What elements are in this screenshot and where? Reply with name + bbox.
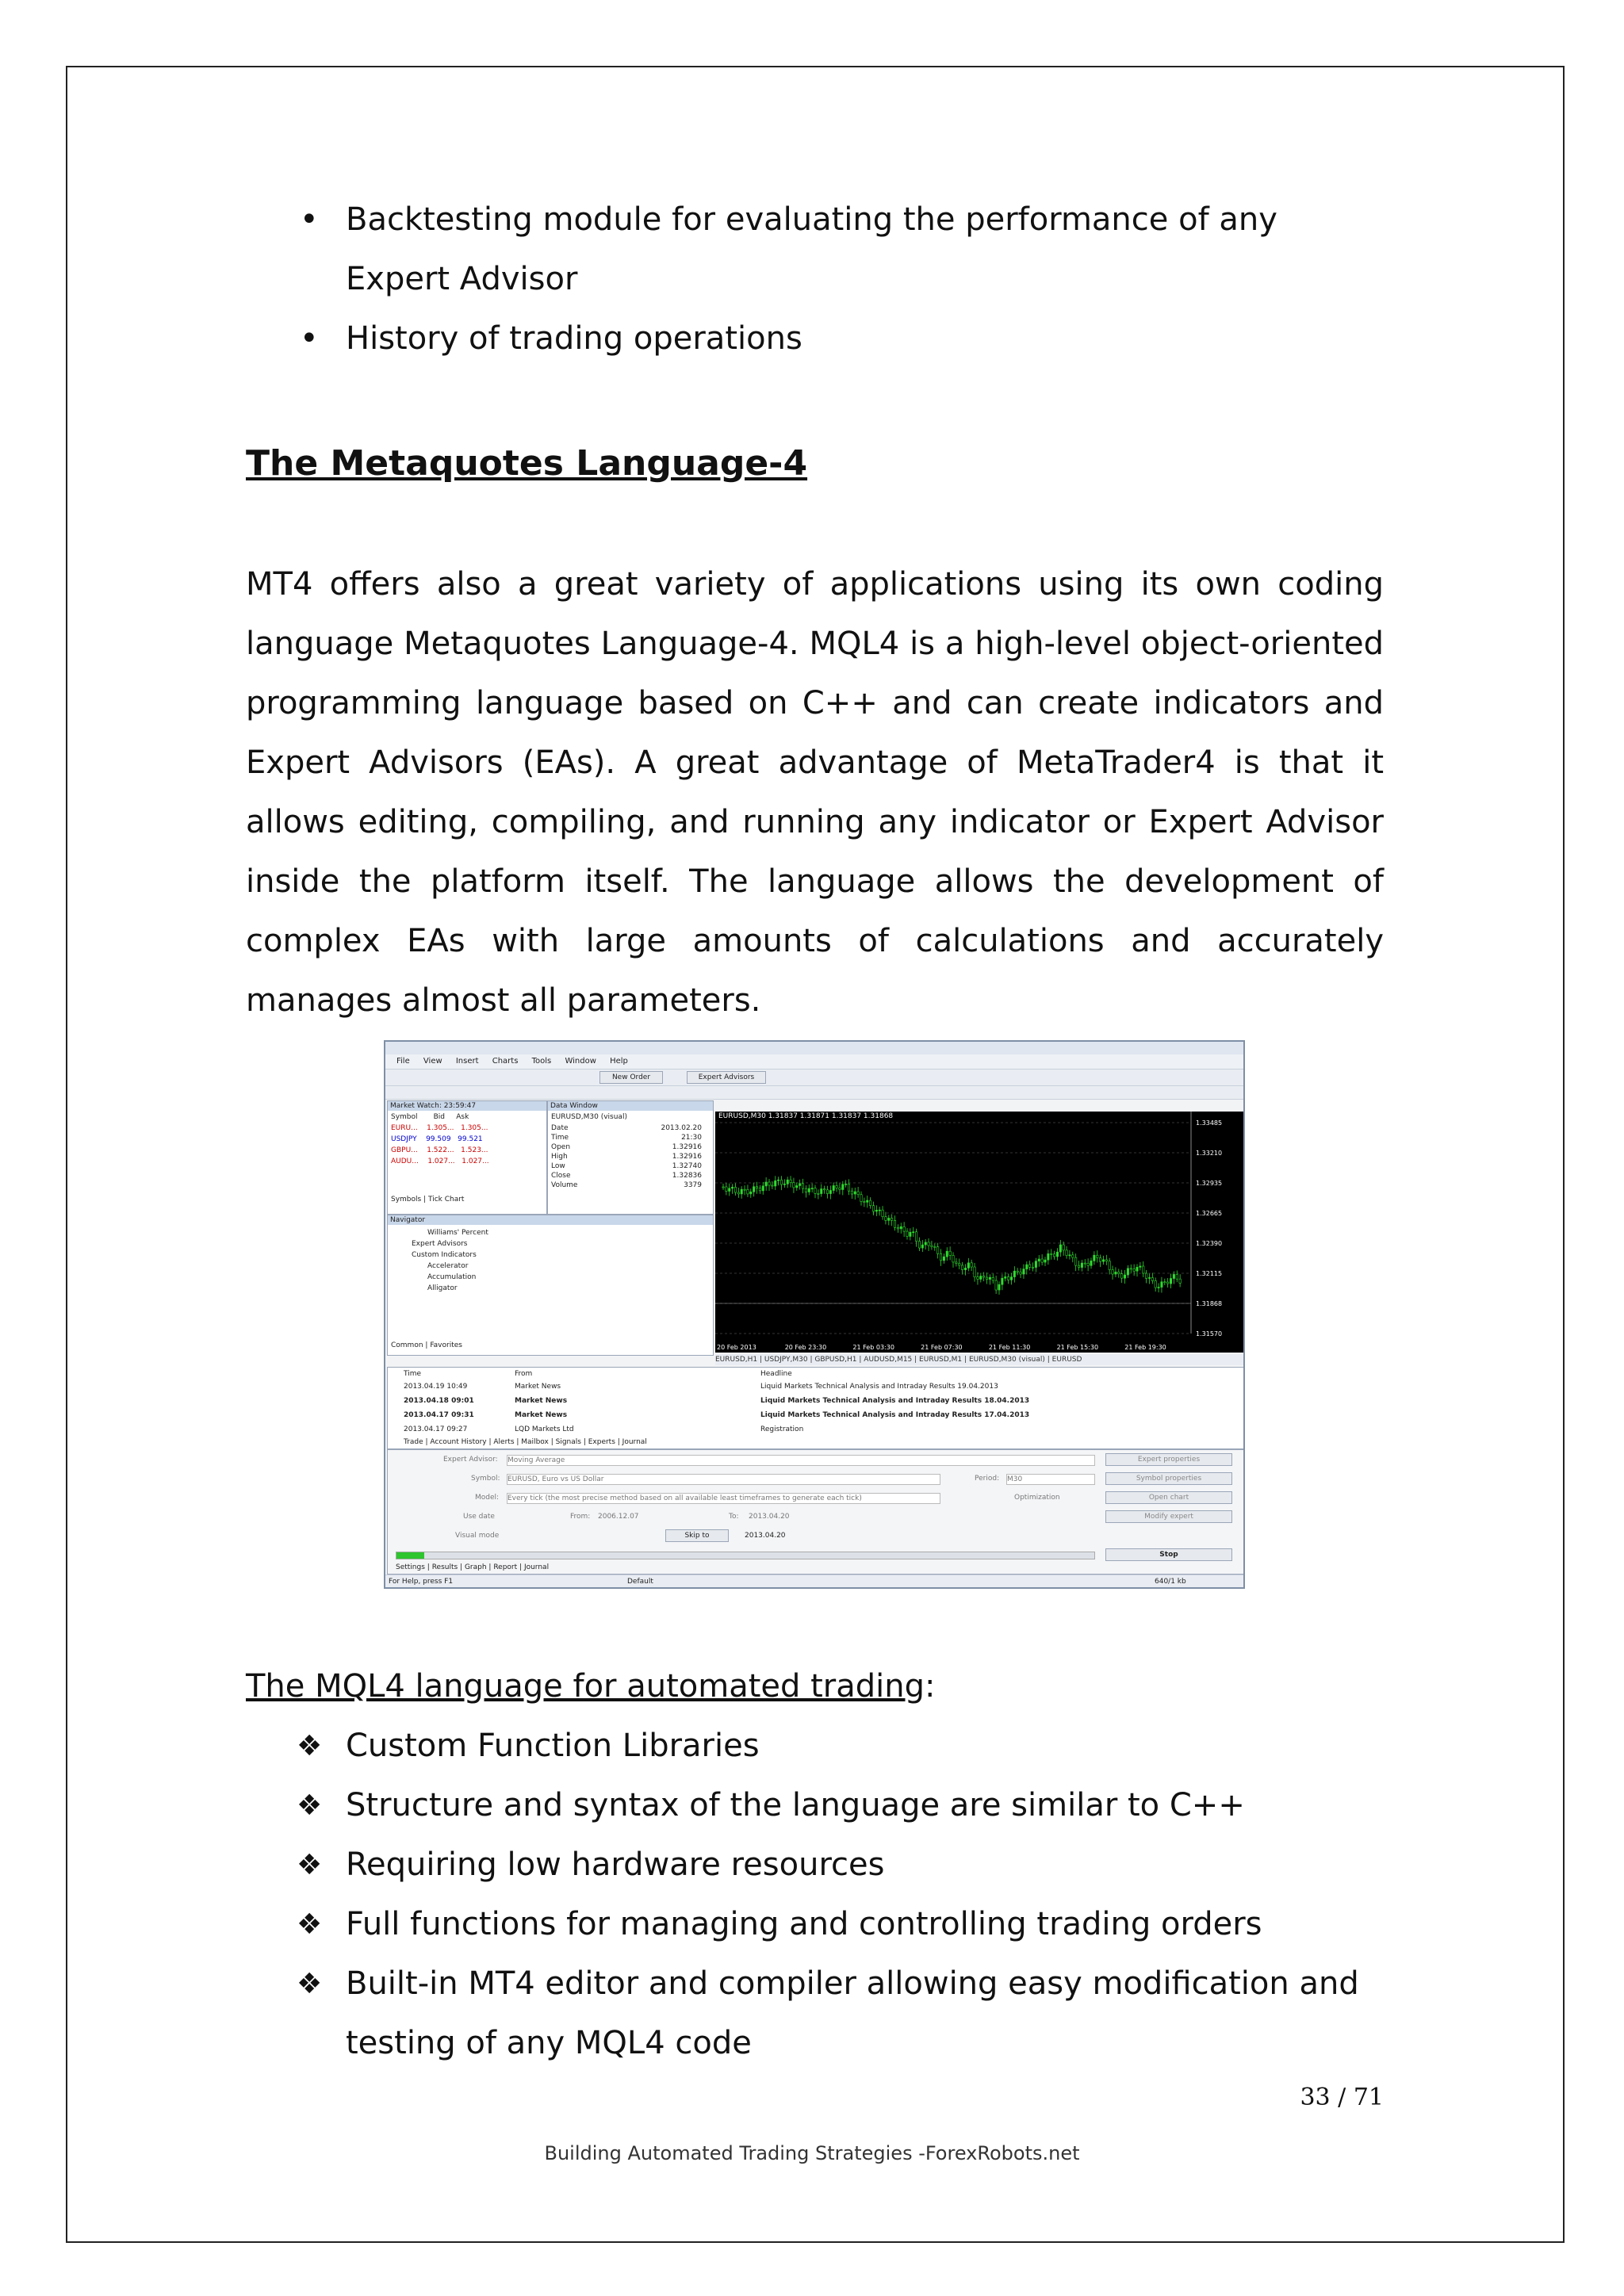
candle-body (875, 1210, 877, 1211)
candle-body (1164, 1282, 1166, 1283)
navigator-tabs[interactable]: Common | Favorites (391, 1341, 462, 1349)
candle-body (936, 1247, 938, 1254)
progress-fill (396, 1552, 424, 1559)
drawing-toolbar (385, 1086, 1243, 1100)
candle-body (854, 1192, 856, 1194)
candle-body (741, 1189, 742, 1194)
table-row: Open 1.32916 (551, 1143, 702, 1151)
candle-body (1005, 1276, 1006, 1278)
strategy-tester: Expert Advisor: Moving Average Symbol: EURUSD, Euro vs US Dollar Period: M30 Model: Every tick (the most precise method based on all available least timeframes to generate each tick) Optimization Use date From: 2006.12.07 To: 2013.04.20 Visual mode Skip to 2013.04.20 Expert properties Symbol properties Open chart Modify expert Stop Settings | Results | Graph | Report | Journal (387, 1449, 1245, 1575)
candle-body (851, 1191, 852, 1194)
candle-body (1056, 1252, 1058, 1257)
price-axis-label: 1.32935 (1196, 1180, 1223, 1187)
candle-body (1097, 1255, 1098, 1257)
menu-view[interactable]: View (423, 1057, 442, 1066)
candle-body (1120, 1274, 1122, 1278)
candle-body (768, 1182, 770, 1185)
candle-body (759, 1188, 760, 1191)
time-axis-label: 21 Feb 19:30 (1124, 1344, 1166, 1351)
candle-body (952, 1255, 954, 1262)
candle-body (995, 1280, 997, 1290)
table-row: Low 1.32740 (551, 1162, 702, 1170)
table-row[interactable]: AUDU... 1.027... 1.027... (391, 1158, 489, 1165)
candle-body (829, 1191, 831, 1194)
candle-body (1112, 1270, 1113, 1275)
list-item: ❖ Built-in MT4 editor and compiler allowing easy modification and testing of any MQL4 code (246, 1954, 1388, 2073)
candle-body (1166, 1282, 1168, 1284)
candlestick-chart (715, 1112, 1243, 1353)
time-axis-label: 21 Feb 03:30 (852, 1344, 894, 1351)
candle-body (1151, 1277, 1153, 1280)
candle-body (1090, 1261, 1092, 1265)
chart-tabs[interactable]: EURUSD,H1 | USDJPY,M30 | GBPUSD,H1 | AUDUSD,M15 | EURUSD,M1 | EURUSD,M30 (visual) | EURUSD (715, 1354, 1243, 1365)
time-axis-label: 20 Feb 23:30 (784, 1344, 827, 1351)
candle-body (750, 1192, 752, 1194)
candle-body (882, 1210, 883, 1217)
mql4-list-title: The MQL4 language for automated trading: (246, 1668, 936, 1705)
time-axis-label: 21 Feb 11:30 (988, 1344, 1031, 1351)
candle-body (1115, 1272, 1116, 1274)
market-watch-panel: Market Watch: 23:59:47 Symbol Bid Ask EURU... 1.305... 1.305... USDJPY 99.509 99.521 GBPU... 1.522... 1.523... AUDU... 1.027... 1.027... Symbols | Tick Chart (387, 1100, 547, 1215)
tester-tabs[interactable]: Settings | Results | Graph | Report | Journal (396, 1563, 550, 1571)
candle-body (726, 1187, 727, 1191)
candle-body (731, 1187, 733, 1188)
candle-body (967, 1263, 969, 1269)
from-date-input[interactable]: 2006.12.07 (598, 1513, 639, 1521)
stop-button[interactable]: Stop (1105, 1548, 1232, 1561)
table-row: Date 2013.02.20 (551, 1124, 702, 1132)
terminal-tabs[interactable]: Trade | Account History | Alerts | Mailbox | Signals | Experts | Journal (404, 1438, 647, 1446)
diamond-bullet-icon: ❖ (297, 1730, 323, 1762)
candle-body (1023, 1269, 1025, 1274)
candle-body (833, 1185, 834, 1190)
section-heading: The Metaquotes Language-4 (246, 443, 808, 484)
candle-body (894, 1220, 895, 1227)
time-axis-label: 20 Feb 2013 (717, 1344, 756, 1351)
tree-item[interactable]: Accumulation (427, 1273, 477, 1281)
table-row[interactable]: 2013.04.19 10:49 Market News Liquid Markets Technical Analysis and Intraday Results 19.04.2013 (404, 1383, 998, 1391)
open-chart-button[interactable]: Open chart (1105, 1491, 1232, 1504)
candle-body (998, 1284, 1000, 1290)
candle-body (808, 1188, 810, 1192)
menu-bar (385, 1054, 1243, 1070)
list-item: • Backtesting module for evaluating the performance of any Expert Advisor (246, 190, 1388, 309)
diamond-bullet-icon: ❖ (297, 1908, 323, 1941)
time-axis-label: 21 Feb 15:30 (1056, 1344, 1099, 1351)
candle-body (1143, 1266, 1144, 1273)
table-row: High 1.32916 (551, 1153, 702, 1161)
candle-body (900, 1226, 902, 1229)
candle-body (1109, 1261, 1110, 1270)
candle-body (1041, 1259, 1043, 1262)
menu-insert[interactable]: Insert (455, 1057, 479, 1066)
candle-body (992, 1277, 994, 1280)
tree-item[interactable]: Alligator (427, 1284, 458, 1292)
model-select[interactable]: Every tick (the most precise method based on all available least timeframes to generate each tick) (507, 1493, 940, 1504)
candle-body (1002, 1278, 1003, 1284)
candle-body (1087, 1263, 1089, 1265)
candle-body (1176, 1274, 1178, 1279)
candle-body (928, 1242, 929, 1246)
candle-body (910, 1232, 911, 1236)
skip-date-input[interactable]: 2013.04.20 (745, 1532, 786, 1540)
candle-body (1048, 1253, 1049, 1260)
menu-help[interactable]: Help (610, 1057, 628, 1066)
tree-item[interactable]: Williams' Percent (427, 1229, 488, 1237)
candle-body (1032, 1267, 1033, 1268)
tree-item[interactable]: Expert Advisors (412, 1240, 468, 1248)
candle-body (729, 1188, 730, 1192)
candle-body (949, 1251, 951, 1255)
table-row[interactable]: USDJPY 99.509 99.521 (391, 1135, 483, 1143)
table-row[interactable]: EURU... 1.305... 1.305... (391, 1124, 488, 1132)
candle-body (1102, 1260, 1104, 1261)
candle-body (1063, 1245, 1064, 1250)
price-axis-label: 1.32115 (1196, 1270, 1223, 1277)
symbol-select[interactable]: EURUSD, Euro vs US Dollar (507, 1474, 940, 1485)
candle-body (857, 1192, 859, 1195)
candle-body (1010, 1277, 1012, 1280)
candle-body (1179, 1279, 1181, 1283)
candle-body (860, 1195, 862, 1202)
table-row[interactable]: 2013.04.17 09:27 LQD Markets Ltd Registration (404, 1425, 804, 1433)
candle-body (839, 1188, 841, 1189)
visual-mode-checkbox[interactable]: Visual mode (455, 1532, 500, 1540)
market-watch-title: Market Watch: 23:59:47 (388, 1101, 546, 1111)
candle-body (811, 1188, 813, 1189)
diamond-bullet-icon: ❖ (297, 1849, 323, 1881)
candle-body (921, 1245, 923, 1248)
navigator-panel (387, 1215, 714, 1356)
diamond-bullet-icon: ❖ (297, 1968, 323, 2000)
candle-body (977, 1277, 979, 1280)
candle-body (802, 1184, 803, 1188)
candle-body (1124, 1275, 1125, 1278)
candle-body (913, 1232, 914, 1233)
feature-bullet-list (246, 190, 1388, 369)
table-row[interactable]: 2013.04.18 09:01 Market News Liquid Markets Technical Analysis and Intraday Results 18.04.2013 (404, 1397, 1030, 1405)
candle-body (971, 1263, 972, 1267)
price-axis-label: 1.33210 (1196, 1150, 1223, 1157)
candle-body (943, 1257, 944, 1261)
use-date-checkbox[interactable]: Use date (463, 1513, 495, 1521)
candle-body (1072, 1255, 1074, 1257)
candle-body (946, 1251, 948, 1257)
candle-body (1148, 1277, 1150, 1278)
candle-body (864, 1202, 865, 1203)
candle-body (915, 1232, 917, 1242)
candle-body (799, 1184, 800, 1186)
price-axis-label: 1.31570 (1196, 1330, 1223, 1337)
candle-body (796, 1185, 798, 1187)
expert-properties-button[interactable]: Expert properties (1105, 1453, 1232, 1466)
candle-body (879, 1210, 880, 1211)
candle-body (964, 1268, 966, 1269)
candle-body (959, 1263, 960, 1265)
candle-body (1066, 1250, 1067, 1256)
price-axis-label: 1.32665 (1196, 1210, 1223, 1217)
candle-body (918, 1242, 920, 1248)
candle-body (1136, 1267, 1138, 1271)
candle-body (775, 1181, 776, 1186)
candle-body (872, 1206, 874, 1211)
candle-body (1133, 1269, 1135, 1272)
candle-body (765, 1182, 767, 1186)
candle-body (1044, 1260, 1046, 1262)
candle-body (734, 1187, 736, 1192)
terminal-mailbox: Time From Headline 2013.04.19 10:49 Market News Liquid Markets Technical Analysis and Intraday Results 19.04.2013 2013.04.18 09:01 Market News Liquid Markets Technical Analysis and Intraday Results 18.04.2013 2013.04.17 09:31 Market News Liquid Markets Technical Analysis and Intraday Results 17.04.2013 2013.04.17 09:27 LQD Markets Ltd Registration Trade | Account History | Alerts | Mailbox | Signals | Experts | Journal (387, 1367, 1245, 1449)
chart-header: EURUSD,M30 1.31837 1.31871 1.31837 1.31868 (718, 1112, 894, 1120)
candle-body (891, 1218, 892, 1220)
candle-body (1013, 1271, 1015, 1276)
tree-item[interactable]: Custom Indicators (412, 1251, 477, 1259)
candle-body (980, 1276, 982, 1280)
candle-body (756, 1187, 757, 1188)
menu-tools[interactable]: Tools (531, 1057, 552, 1066)
candle-body (986, 1277, 987, 1279)
candle-body (1118, 1272, 1120, 1273)
candle-body (1094, 1255, 1095, 1261)
candle-body (982, 1276, 984, 1278)
table-row[interactable]: 2013.04.17 09:31 Market News Liquid Markets Technical Analysis and Intraday Results 17.04.2013 (404, 1411, 1030, 1419)
candle-body (1084, 1263, 1086, 1264)
list-item: ❖ Custom Function Libraries (246, 1716, 1388, 1776)
new-order-button[interactable]: New Order (599, 1071, 663, 1084)
skip-to-button[interactable]: Skip to (665, 1529, 729, 1542)
body-paragraph: MT4 offers also a great variety of applications using its own coding language Metaquotes Language-4. MQL4 is a high-level object-oriented programming language based on C++ and can create indicators and Expert Advisors (EAs). A great advantage of MetaTrader4 is that it allows editing, compiling, and running any indicator or Expert Advisor inside the platform itself. The language allows the development of complex EAs with large amounts of calculations and accurately manages almost all parameters. (246, 566, 1384, 1019)
price-axis-label: 1.31868 (1196, 1300, 1223, 1307)
period-select[interactable]: M30 (1006, 1474, 1095, 1485)
menu-window[interactable]: Window (565, 1057, 596, 1066)
modify-expert-button[interactable]: Modify expert (1105, 1510, 1232, 1523)
candle-body (888, 1218, 890, 1220)
candle-body (1035, 1261, 1036, 1268)
main-toolbar (385, 1070, 1243, 1086)
candle-body (1026, 1265, 1028, 1269)
bullet-icon: • (300, 320, 319, 357)
candle-body (818, 1193, 819, 1194)
candle-body (821, 1189, 822, 1194)
candle-body (1059, 1245, 1061, 1252)
candle-body (1173, 1274, 1174, 1278)
price-axis-label: 1.33485 (1196, 1119, 1223, 1127)
bullet-icon: • (300, 201, 319, 238)
navigator-title: Navigator (388, 1215, 713, 1225)
candle-body (836, 1185, 837, 1188)
candle-body (747, 1189, 749, 1193)
to-date-input[interactable]: 2013.04.20 (749, 1513, 790, 1521)
candle-body (961, 1265, 963, 1270)
window-titlebar (385, 1042, 1243, 1054)
table-row: Time 21:30 (551, 1134, 702, 1142)
menu-charts[interactable]: Charts (492, 1057, 519, 1066)
candle-body (737, 1192, 739, 1194)
candle-body (897, 1227, 898, 1229)
status-bar: For Help, press F1 Default 640/1 kb (385, 1575, 1243, 1588)
candle-body (848, 1184, 849, 1191)
market-watch-tabs[interactable]: Symbols | Tick Chart (391, 1196, 465, 1203)
expert-select[interactable]: Moving Average (507, 1455, 1095, 1466)
optimization-checkbox[interactable]: Optimization (1014, 1494, 1060, 1502)
candle-body (1038, 1259, 1040, 1261)
data-window-panel: Data Window EURUSD,M30 (visual) Date 2013.02.20 Time 21:30 Open 1.32916 High 1.32916 Low 1.32740 Close 1.32836 Volume 3379 (547, 1100, 714, 1215)
candle-body (1053, 1254, 1055, 1257)
page-number: 33 / 71 (1300, 2084, 1384, 2111)
candle-body (787, 1180, 788, 1184)
candle-body (823, 1189, 825, 1190)
candle-body (974, 1267, 975, 1277)
candle-body (772, 1185, 773, 1186)
time-axis-label: 21 Feb 07:30 (921, 1344, 963, 1351)
candle-body (780, 1180, 782, 1184)
mql4-feature-list (246, 1716, 1388, 2073)
candle-body (793, 1183, 795, 1188)
candle-body (1170, 1279, 1171, 1284)
candle-body (722, 1187, 724, 1188)
tree-item[interactable]: Accelerator (427, 1262, 469, 1270)
candle-body (1069, 1255, 1071, 1256)
candle-body (753, 1187, 754, 1192)
candle-body (744, 1189, 745, 1190)
candle-body (1139, 1266, 1141, 1267)
candle-body (1078, 1265, 1079, 1267)
candle-body (1127, 1269, 1128, 1275)
candle-body (814, 1188, 816, 1194)
candle-body (777, 1180, 779, 1181)
price-axis-label: 1.32390 (1196, 1240, 1223, 1247)
data-window-title: Data Window (548, 1101, 713, 1111)
candle-body (842, 1184, 844, 1190)
candle-body (1161, 1282, 1162, 1288)
candle-body (906, 1231, 908, 1236)
table-row: Volume 3379 (551, 1181, 702, 1189)
list-item: • History of trading operations (246, 309, 1388, 369)
mt4-screenshot (384, 1040, 1245, 1589)
candle-body (1105, 1260, 1107, 1261)
symbol-properties-button[interactable]: Symbol properties (1105, 1472, 1232, 1485)
candle-body (1017, 1271, 1018, 1272)
candle-body (940, 1253, 941, 1260)
candle-body (989, 1277, 990, 1279)
candle-body (762, 1186, 764, 1191)
table-row[interactable]: GBPU... 1.522... 1.523... (391, 1146, 488, 1154)
candle-body (925, 1242, 926, 1245)
candle-body (805, 1188, 806, 1192)
menu-file[interactable]: File (396, 1057, 410, 1066)
candle-body (1145, 1273, 1147, 1278)
candle-body (826, 1190, 828, 1194)
diamond-bullet-icon: ❖ (297, 1789, 323, 1822)
candle-body (934, 1246, 936, 1247)
candle-body (1007, 1276, 1009, 1280)
price-chart[interactable] (715, 1112, 1243, 1353)
candle-body (1051, 1253, 1052, 1254)
candle-body (1020, 1272, 1021, 1274)
candle-body (1028, 1265, 1030, 1267)
candle-body (885, 1217, 887, 1221)
list-item: ❖ Structure and syntax of the language are similar to C++ (246, 1776, 1388, 1835)
candle-body (869, 1200, 871, 1206)
table-row: Close 1.32836 (551, 1172, 702, 1180)
list-item: ❖ Requiring low hardware resources (246, 1835, 1388, 1895)
candle-body (790, 1180, 791, 1182)
candle-body (867, 1200, 868, 1202)
candle-body (956, 1262, 957, 1264)
candle-body (903, 1226, 905, 1231)
page-footer: Building Automated Trading Strategies -ForexRobots.net (544, 2142, 1080, 2164)
candle-body (1081, 1263, 1082, 1267)
candle-body (1155, 1280, 1156, 1288)
candle-body (1074, 1257, 1076, 1265)
candle-body (1099, 1257, 1101, 1261)
expert-advisors-button[interactable]: Expert Advisors (687, 1071, 766, 1084)
test-progress-bar (396, 1552, 1095, 1559)
list-item: ❖ Full functions for managing and controlling trading orders (246, 1895, 1388, 1954)
